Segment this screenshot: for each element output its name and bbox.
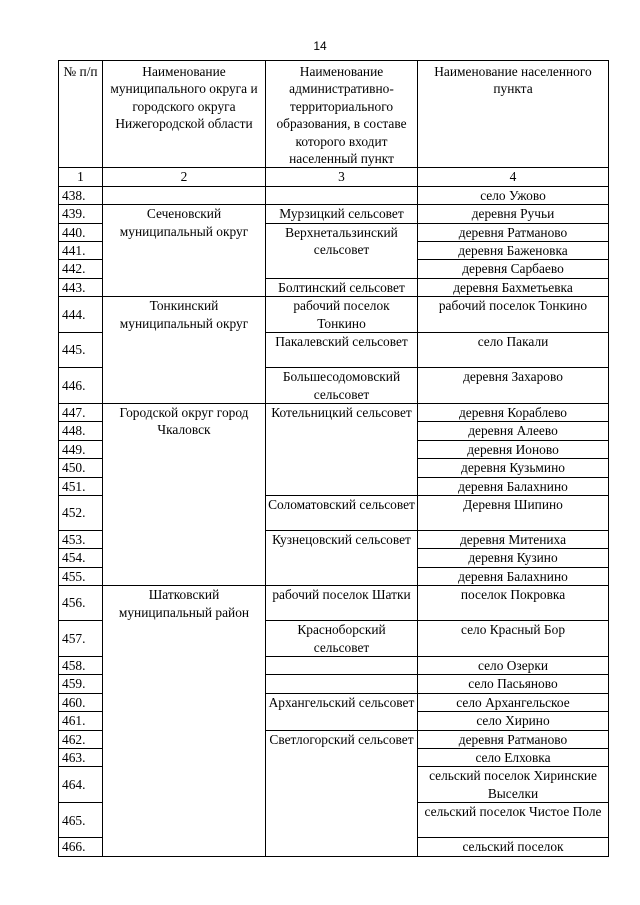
row-number: 451.: [59, 477, 103, 495]
settlement-cell: поселок Покровка: [418, 586, 609, 621]
admin-unit-cell: Болтинский сельсовет: [266, 278, 418, 296]
admin-unit-cell: Большесодомовский сельсовет: [266, 368, 418, 404]
admin-unit-cell: Котельницкий сельсовет: [266, 403, 418, 495]
row-number: 458.: [59, 656, 103, 674]
row-number: 457.: [59, 621, 103, 657]
table-row: [59, 403, 609, 421]
row-number: 454.: [59, 549, 103, 567]
settlement-cell: Деревня Шипино: [418, 495, 609, 530]
municipality-cell: Городской округ город Чкаловск: [103, 403, 266, 585]
row-number: 460.: [59, 693, 103, 711]
row-number: 461.: [59, 712, 103, 730]
row-number: 446.: [59, 368, 103, 404]
settlement-cell: деревня Балахнино: [418, 477, 609, 495]
settlement-cell: деревня Кузино: [418, 549, 609, 567]
settlement-cell: деревня Ручьи: [418, 205, 609, 223]
admin-unit-cell: Пакалевский сельсовет: [266, 333, 418, 368]
header-admin-unit: Наименование административно-территориального образования, в составе которого входит населенный пункт: [266, 61, 418, 168]
column-numbers-row: [59, 168, 609, 186]
municipality-cell: [103, 186, 266, 204]
row-number: 459.: [59, 675, 103, 693]
settlement-cell: сельский поселок Хиринские Выселки: [418, 767, 609, 803]
settlement-cell: село Елховка: [418, 749, 609, 767]
settlement-cell: село Хирино: [418, 712, 609, 730]
row-number: 465.: [59, 803, 103, 838]
settlement-cell: деревня Кузьмино: [418, 459, 609, 477]
row-number: 442.: [59, 260, 103, 278]
admin-unit-cell: Соломатовский сельсовет: [266, 495, 418, 530]
table-row: [59, 586, 609, 621]
admin-unit-cell: Верхнетальзинский сельсовет: [266, 223, 418, 278]
settlement-cell: деревня Бахметьевка: [418, 278, 609, 296]
header-settlement: Наименование населенного пункта: [418, 61, 609, 168]
admin-unit-cell: рабочий поселок Тонкино: [266, 297, 418, 333]
col-number-1: 1: [59, 168, 103, 186]
municipality-cell: Сеченовский муниципальный округ: [103, 205, 266, 297]
col-number-4: 4: [418, 168, 609, 186]
col-number-2: 2: [103, 168, 266, 186]
row-number: 455.: [59, 567, 103, 585]
row-number: 462.: [59, 730, 103, 748]
row-number: 440.: [59, 223, 103, 241]
settlement-cell: деревня Ратманово: [418, 730, 609, 748]
admin-unit-cell: рабочий поселок Шатки: [266, 586, 418, 621]
row-number: 449.: [59, 440, 103, 458]
row-number: 456.: [59, 586, 103, 621]
settlement-cell: деревня Кораблево: [418, 403, 609, 421]
row-number: 447.: [59, 403, 103, 421]
settlement-cell: село Ужово: [418, 186, 609, 204]
settlement-cell: село Архангельское: [418, 693, 609, 711]
row-number: 441.: [59, 242, 103, 260]
row-number: 453.: [59, 530, 103, 548]
row-number: 450.: [59, 459, 103, 477]
row-number: 439.: [59, 205, 103, 223]
row-number: 445.: [59, 333, 103, 368]
page-number: 14: [313, 39, 327, 53]
row-number: 463.: [59, 749, 103, 767]
settlement-cell: деревня Митениха: [418, 530, 609, 548]
settlement-cell: деревня Сарбаево: [418, 260, 609, 278]
settlement-cell: село Озерки: [418, 656, 609, 674]
municipality-cell: Тонкинский муниципальный округ: [103, 297, 266, 404]
col-number-3: 3: [266, 168, 418, 186]
settlement-cell: деревня Захарово: [418, 368, 609, 404]
table-row: [59, 205, 609, 223]
settlement-cell: деревня Баженовка: [418, 242, 609, 260]
row-number: 452.: [59, 495, 103, 530]
settlement-cell: село Красный Бор: [418, 621, 609, 657]
row-number: 448.: [59, 422, 103, 440]
admin-unit-cell: [266, 675, 418, 693]
row-number: 443.: [59, 278, 103, 296]
settlement-cell: село Пакали: [418, 333, 609, 368]
settlement-cell: деревня Ратманово: [418, 223, 609, 241]
settlement-cell: деревня Балахнино: [418, 567, 609, 585]
table-row: [59, 186, 609, 204]
admin-unit-cell: [266, 186, 418, 204]
settlement-cell: сельский поселок: [418, 838, 609, 856]
municipality-cell: Шатковский муниципальный район: [103, 586, 266, 856]
settlement-cell: сельский поселок Чистое Поле: [418, 803, 609, 838]
table-header-row: [59, 61, 609, 168]
settlement-cell: село Пасьяново: [418, 675, 609, 693]
settlement-cell: деревня Алеево: [418, 422, 609, 440]
table-body: [59, 186, 609, 856]
admin-unit-cell: Архангельский сельсовет: [266, 693, 418, 730]
settlement-cell: рабочий поселок Тонкино: [418, 297, 609, 333]
row-number: 444.: [59, 297, 103, 333]
admin-unit-cell: Красноборский сельсовет: [266, 621, 418, 657]
admin-unit-cell: Кузнецовский сельсовет: [266, 530, 418, 585]
settlements-table: [58, 60, 609, 857]
table-row: [59, 297, 609, 333]
row-number: 464.: [59, 767, 103, 803]
row-number: 466.: [59, 838, 103, 856]
header-municipality: Наименование муниципального округа и городского округа Нижегородской области: [103, 61, 266, 168]
row-number: 438.: [59, 186, 103, 204]
admin-unit-cell: [266, 656, 418, 674]
settlement-cell: деревня Ионово: [418, 440, 609, 458]
admin-unit-cell: Светлогорский сельсовет: [266, 730, 418, 856]
admin-unit-cell: Мурзицкий сельсовет: [266, 205, 418, 223]
header-number: № п/п: [59, 61, 103, 168]
